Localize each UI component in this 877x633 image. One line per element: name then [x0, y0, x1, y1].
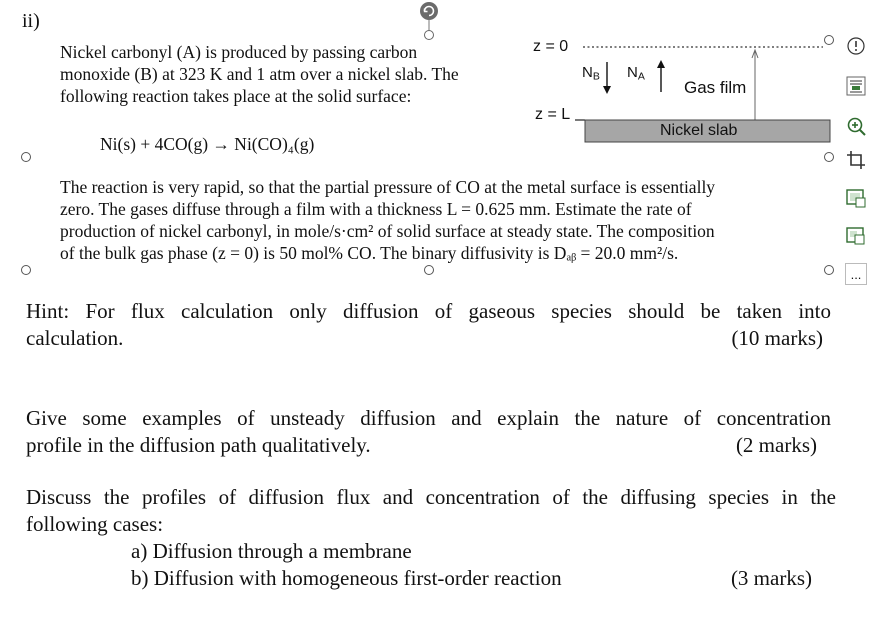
gas-film-label: Gas film — [684, 78, 747, 97]
nickel-slab-label: Nickel slab — [660, 122, 738, 139]
question2-marks: (2 marks) — [735, 433, 817, 457]
problem-body-line: The reaction is very rapid, so that the partial pressure of CO at the metal surface is essentially — [60, 177, 716, 197]
crop-icon[interactable] — [845, 149, 867, 171]
insert-image-icon[interactable] — [845, 225, 867, 247]
question2-line: Give some examples of unsteady diffusion and explain the nature of concentration — [26, 406, 831, 430]
resize-handle-bottom-center[interactable] — [424, 265, 434, 275]
resize-handle-bottom-left[interactable] — [21, 265, 31, 275]
resize-handle-bottom-right[interactable] — [824, 265, 834, 275]
resize-handle-middle-right[interactable] — [824, 152, 834, 162]
question3-line: Discuss the profiles of diffusion flux and concentration of the diffusing species in the — [26, 485, 836, 509]
question3-item-b-row — [26, 565, 836, 592]
problem-line: following reaction takes place at the solid surface: — [60, 86, 412, 106]
nb-arrowhead — [603, 86, 611, 94]
alt-text-icon[interactable] — [845, 187, 867, 209]
question-unsteady-diffusion — [26, 405, 831, 459]
resize-handle-middle-left[interactable] — [21, 152, 31, 162]
question-label: ii) — [22, 10, 40, 32]
problem-line: monoxide (B) at 323 K and 1 atm over a nickel slab. The — [60, 64, 459, 84]
problem-body-line: production of nickel carbonyl, in mole/s·cm² of solid surface at steady state. The composition — [60, 221, 715, 241]
problem-body-line: zero. The gases diffuse through a film with a thickness L = 0.625 mm. Estimate the rate of — [60, 199, 692, 219]
question-diffusion-profiles — [26, 484, 836, 592]
na-arrowhead — [657, 60, 665, 68]
layout-options-icon[interactable] — [845, 35, 867, 57]
rotate-handle-icon[interactable] — [418, 0, 440, 40]
zL-label: z = L — [535, 106, 571, 123]
problem-line: Nickel carbonyl (A) is produced by passing carbon — [60, 42, 418, 62]
problem-body — [60, 176, 790, 264]
reaction-equation: Ni(s) + 4CO(g) → Ni(CO)₄(g) — [100, 134, 315, 154]
question2-line-2: profile in the diffusion path qualitatively. (2 marks) — [26, 433, 817, 457]
zoom-in-icon[interactable] — [845, 115, 867, 137]
z0-label: z = 0 — [533, 38, 569, 55]
na-label: $N_A$ — [627, 64, 645, 83]
text-wrap-icon[interactable] — [845, 75, 867, 97]
hint-marks: (10 marks) — [731, 326, 823, 350]
hint-line: Hint: For flux calculation only diffusion of gaseous species should be taken into — [26, 299, 831, 323]
hint-block — [26, 298, 831, 352]
nb-label: $N_B$ — [582, 64, 600, 83]
hint-line-2: calculation. (10 marks) — [26, 326, 823, 350]
problem-intro — [60, 41, 522, 107]
question3-item-a: a) Diffusion through a membrane — [131, 539, 412, 563]
question3-line-2: following cases: — [26, 512, 164, 536]
question3-marks: (3 marks) — [730, 566, 812, 590]
problem-body-line: of the bulk gas phase (z = 0) is 50 mol% CO. The binary diffusivity is Dₐᵦ = 20.0 mm²/s. — [60, 243, 679, 263]
more-options-icon[interactable]: ... — [845, 263, 867, 285]
question3-item-b: b) Diffusion with homogeneous first-order reaction — [131, 566, 562, 590]
